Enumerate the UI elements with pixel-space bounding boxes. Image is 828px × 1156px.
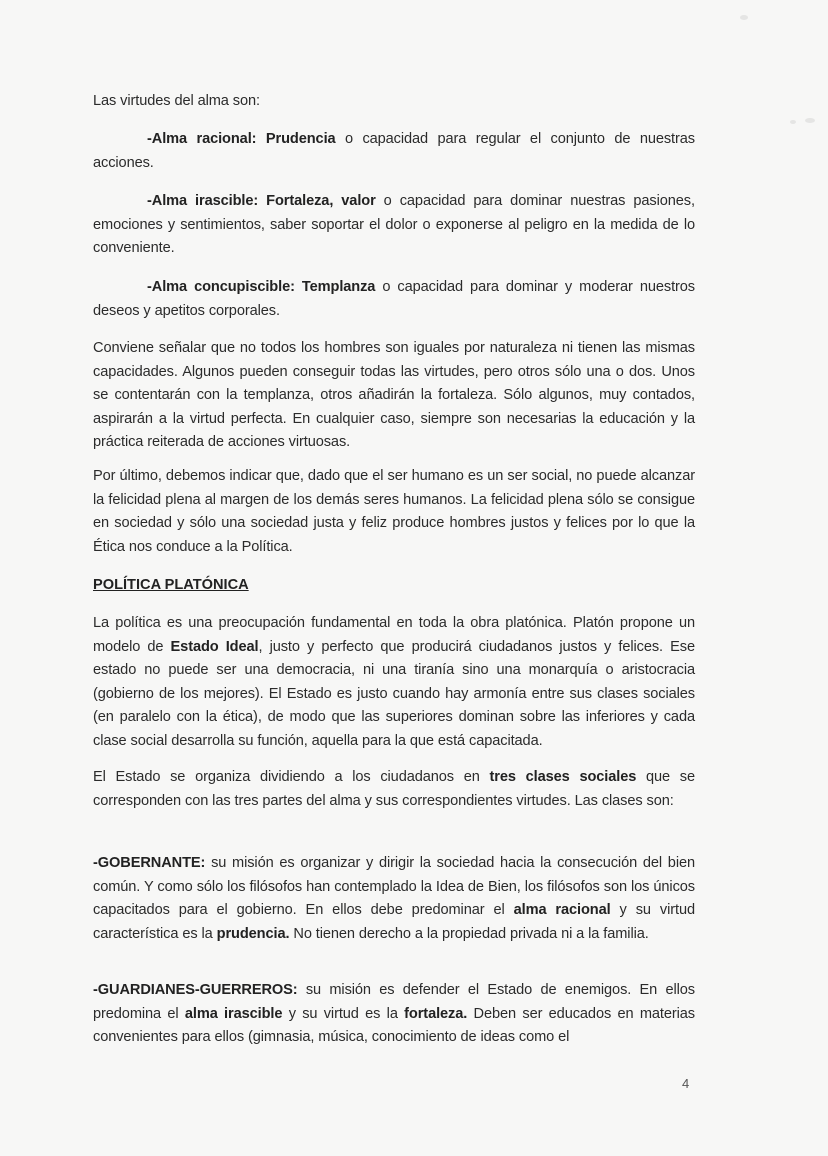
class-label: -GUARDIANES-GUERREROS:	[93, 982, 298, 998]
text-span: su misión es organizar y dirigir la sociedad hacia la consecución del bien común. Y como sólo los filósofos han contemplado la Idea de Bien, los filósofos son los únicos capacitados para el gobierno. En ellos debe predominar el	[93, 855, 695, 918]
intro-line: Las virtudes del alma son:	[93, 93, 260, 109]
scan-smudge	[790, 120, 796, 124]
bold-term: alma irascible	[184, 1005, 283, 1022]
virtue-irascible	[93, 190, 695, 261]
virtue-concupiscible	[93, 276, 695, 323]
text-span: Deben ser educados en materias convenientes para ellos (gimnasia, música, conocimiento de ideas como el	[93, 1005, 695, 1045]
class-gobernante	[93, 852, 695, 946]
bold-term: Estado Ideal	[170, 638, 259, 655]
paragraph-social: Por último, debemos indicar que, dado que el ser humano es un ser social, no puede alcanzar la felicidad plena al margen de los demás seres humanos. La felicidad plena sólo se consigue en sociedad y sólo una sociedad justa y feliz produce hombres justos y felices por lo que la Ética nos conduce a la Política.	[93, 468, 695, 555]
scan-smudge	[740, 15, 748, 20]
virtue-text: o capacidad para regular el conjunto de nuestras acciones.	[93, 131, 695, 171]
text-span: El Estado se organiza dividiendo a los ciudadanos en	[93, 769, 490, 785]
text-span: y su virtud característica es la	[93, 902, 695, 942]
virtue-name: Fortaleza, valor	[266, 193, 376, 209]
class-label: -GOBERNANTE:	[93, 855, 206, 871]
virtue-text: o capacidad para dominar nuestras pasiones, emociones y sentimientos, saber soportar el dolor o exponerse al peligro en la medida de lo conveniente.	[93, 193, 695, 256]
politics-paragraph-2	[93, 766, 695, 813]
virtue-label: -Alma racional:	[147, 131, 257, 147]
virtue-name: Prudencia	[265, 131, 336, 147]
text-span: La política es una preocupación fundamental en toda la obra platónica. Platón propone un modelo de	[93, 615, 695, 655]
bold-term: tres clases sociales	[489, 769, 637, 785]
politics-paragraph-1	[93, 612, 695, 753]
text-span: , justo y perfecto que producirá ciudadanos justos y felices. Ese estado no puede ser una democracia, ni una tiranía sino una monarquía o aristocracia (gobierno de los mejores). El Estado es justo cuando hay armonía entre sus clases sociales (en paralelo con la ética), de modo que las superiores dominan sobre las inferiores y cada clase social desarrolla su función, aquella para la que está capacitada.	[93, 638, 695, 749]
virtue-rational	[93, 128, 695, 175]
bold-term: prudencia.	[216, 925, 290, 942]
text-span: No tienen derecho a la propiedad privada ni a la familia.	[289, 925, 649, 942]
page-number: 4	[682, 1076, 690, 1091]
virtue-label: -Alma concupiscible:	[147, 279, 295, 295]
section-heading: POLÍTICA PLATÓNICA	[93, 577, 249, 593]
bold-term: alma racional	[513, 902, 611, 918]
scan-smudge	[805, 118, 815, 123]
paragraph-equality: Conviene señalar que no todos los hombres son iguales por naturaleza ni tienen las mismas capacidades. Algunos pueden conseguir todas las virtudes, pero otros sólo una o dos. Unos se contentarán con la templanza, otros añadirán la fortaleza. Sólo algunos, muy contados, aspirarán a la virtud perfecta. En cualquier caso, siempre son necesarias la educación y la práctica reiterada de acciones virtuosas.	[93, 340, 695, 450]
virtue-name: Templanza	[301, 279, 376, 295]
virtue-label: -Alma irascible:	[147, 193, 259, 209]
text-span: y su virtud es la	[282, 1005, 405, 1022]
virtue-text: o capacidad para dominar y moderar nuestros deseos y apetitos corporales.	[93, 279, 695, 319]
bold-term: fortaleza.	[404, 1005, 468, 1022]
text-span: su misión es defender el Estado de enemigos. En ellos predomina el	[93, 982, 695, 1022]
class-guardianes	[93, 979, 695, 1050]
text-span: que se corresponden con las tres partes del alma y sus correspondientes virtudes. Las clases son:	[93, 769, 696, 809]
